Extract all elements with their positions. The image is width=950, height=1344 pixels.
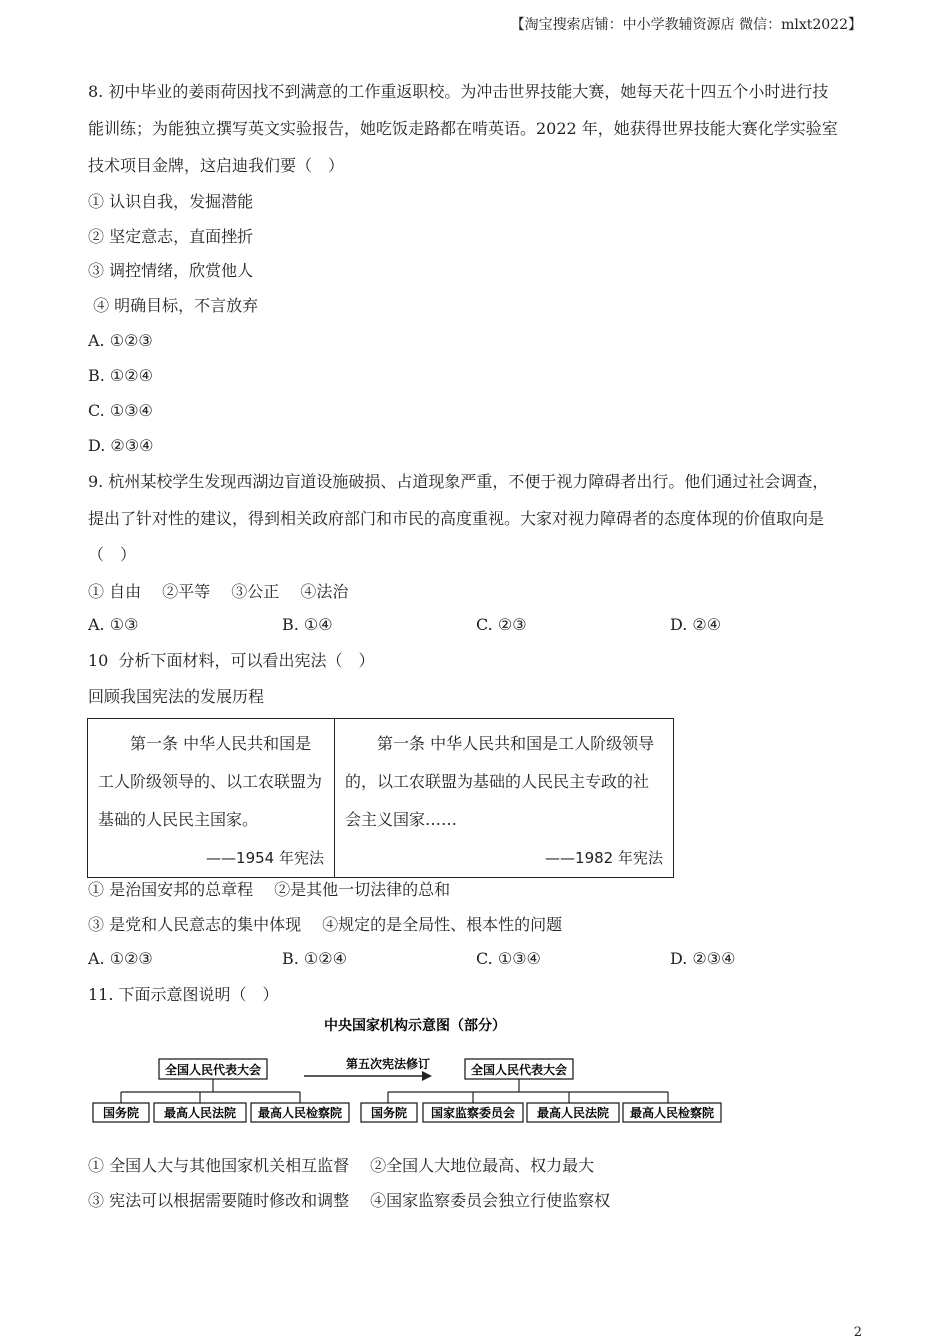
constitution-1982-source: ——1982 年宪法 bbox=[545, 849, 663, 867]
right-state-council-label: 国务院 bbox=[370, 1106, 408, 1120]
constitution-1954-text: 第一条 中华人民共和国是工人阶级领导的、以工农联盟为基础的人民民主国家。 bbox=[98, 734, 323, 829]
left-state-council-label: 国务院 bbox=[102, 1106, 140, 1120]
q9-option-a[interactable]: A. ①③ bbox=[88, 615, 139, 634]
q10-option-a[interactable]: A. ①②③ bbox=[88, 949, 153, 968]
q8-stem-line-2: 能训练；为能独立撰写英文实验报告，她吃饭走路都在啃英语。2022 年，她获得世界技能大赛化学实验室 bbox=[88, 119, 838, 138]
q9-stem-line-3: （ ） bbox=[88, 545, 137, 564]
right-procuratorate-label: 最高人民检察院 bbox=[629, 1106, 715, 1120]
q8-item-2: ② 坚定意志，直面挫折 bbox=[88, 227, 254, 246]
q10-options bbox=[88, 949, 788, 971]
page-header: 【淘宝搜索店铺：中小学教辅资源店 微信：mlxt2022】 bbox=[510, 17, 862, 33]
q10-items-2: ③ 是党和人民意志的集中体现 ④规定的是全局性、根本性的问题 bbox=[88, 915, 563, 934]
q8-option-b[interactable]: B. ①②④ bbox=[88, 366, 153, 385]
state-organs-diagram bbox=[88, 1012, 728, 1131]
q9-option-b[interactable]: B. ①④ bbox=[282, 615, 333, 634]
diagram-title: 中央国家机构示意图（部分） bbox=[324, 1018, 506, 1034]
constitution-1982-cell bbox=[335, 719, 674, 878]
q10-items-1: ① 是治国安邦的总章程 ②是其他一切法律的总和 bbox=[88, 880, 451, 899]
right-npc-label: 全国人民代表大会 bbox=[470, 1063, 568, 1077]
q9-option-d[interactable]: D. ②④ bbox=[670, 615, 722, 634]
q8-item-4: ④ 明确目标，不言放弃 bbox=[88, 296, 259, 315]
q8-item-3: ③ 调控情绪，欣赏他人 bbox=[88, 261, 254, 280]
q10-option-d[interactable]: D. ②③④ bbox=[670, 949, 736, 968]
q8-stem-line-3: 技术项目金牌，这启迪我们要（ ） bbox=[88, 156, 345, 175]
q10-option-c[interactable]: C. ①③④ bbox=[476, 949, 541, 968]
q9-items: ① 自由 ②平等 ③公正 ④法治 bbox=[88, 582, 349, 601]
constitution-1954-cell bbox=[88, 719, 335, 878]
q9-option-c[interactable]: C. ②③ bbox=[476, 615, 527, 634]
q8-option-d[interactable]: D. ②③④ bbox=[88, 436, 154, 455]
q8-option-c[interactable]: C. ①③④ bbox=[88, 401, 153, 420]
q11-items-1: ① 全国人大与其他国家机关相互监督 ②全国人大地位最高、权力最大 bbox=[88, 1156, 595, 1175]
state-organs-diagram-svg bbox=[88, 1012, 728, 1127]
q11-stem: 11. 下面示意图说明（ ） bbox=[88, 985, 279, 1004]
left-procuratorate-label: 最高人民检察院 bbox=[257, 1106, 343, 1120]
q9-stem-line-1: 9. 杭州某校学生发现西湖边盲道设施破损、占道现象严重，不便于视力障碍者出行。他们通过社会调查， bbox=[88, 472, 829, 491]
constitution-1954-source: ——1954 年宪法 bbox=[206, 849, 324, 867]
right-supreme-court-label: 最高人民法院 bbox=[536, 1106, 610, 1120]
q10-stem: 10 分析下面材料，可以看出宪法（ ） bbox=[88, 651, 375, 670]
q8-item-1: ① 认识自我，发掘潜能 bbox=[88, 192, 254, 211]
right-supervision-commission-label: 国家监察委员会 bbox=[430, 1106, 516, 1120]
left-npc-label: 全国人民代表大会 bbox=[164, 1063, 262, 1077]
q9-options bbox=[88, 615, 788, 637]
q10-option-b[interactable]: B. ①②④ bbox=[282, 949, 347, 968]
q10-intro: 回顾我国宪法的发展历程 bbox=[88, 687, 265, 706]
q8-option-a[interactable]: A. ①②③ bbox=[88, 331, 153, 350]
arrow-label: 第五次宪法修订 bbox=[345, 1057, 431, 1071]
q11-items-2: ③ 宪法可以根据需要随时修改和调整 ④国家监察委员会独立行使监察权 bbox=[88, 1191, 611, 1210]
constitution-1982-text: 第一条 中华人民共和国是工人阶级领导的，以工农联盟为基础的人民民主专政的社会主义国家…… bbox=[345, 734, 655, 829]
q9-stem-line-2: 提出了针对性的建议，得到相关政府部门和市民的高度重视。大家对视力障碍者的态度体现的价值取向是 bbox=[88, 509, 825, 528]
left-supreme-court-label: 最高人民法院 bbox=[163, 1106, 237, 1120]
constitution-table bbox=[87, 718, 674, 878]
q8-stem-line-1: 8. 初中毕业的姜雨荷因找不到满意的工作重返职校。为冲击世界技能大赛，她每天花十四五个小时进行技 bbox=[88, 82, 829, 101]
page-number: 2 bbox=[853, 1325, 862, 1340]
arrow-head-icon bbox=[422, 1071, 432, 1081]
